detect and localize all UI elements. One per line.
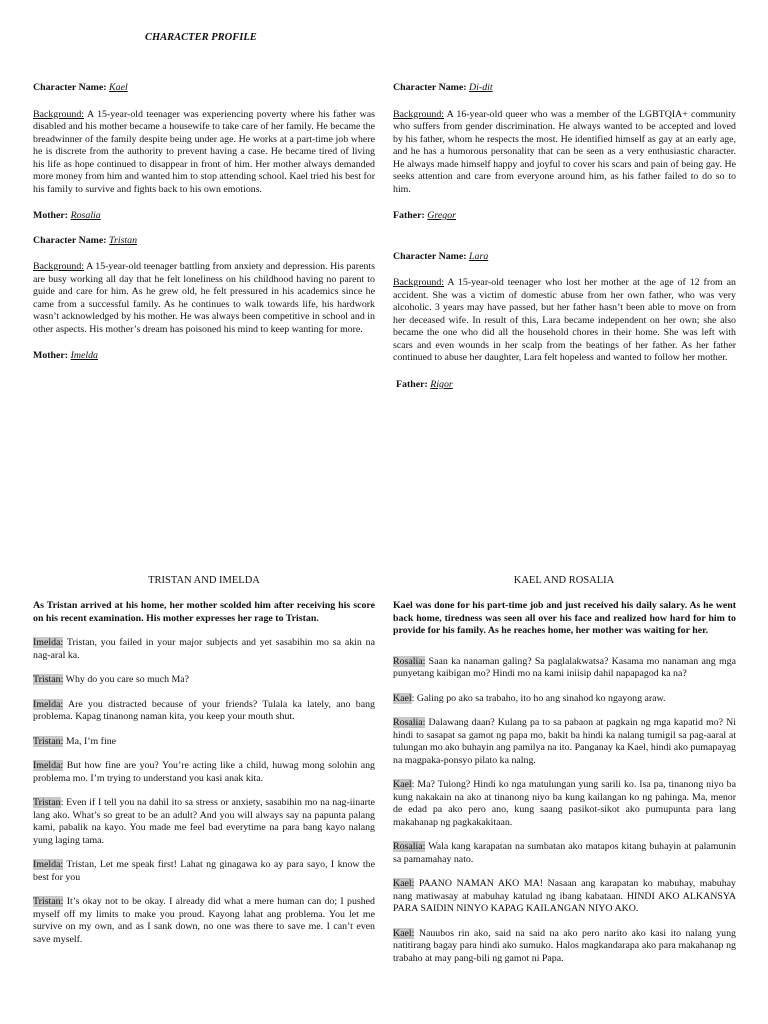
tristan-name: Tristan xyxy=(109,234,138,246)
kael-name: Kael xyxy=(109,82,128,93)
scene-intro: Kael was done for his part-time job and just received his daily salary. As he went back home, tiredness was seen all over his face and realized how hard for him to provide for his family. As he reaches home, her mother was waiting for her. xyxy=(393,600,736,636)
dialogue-left-column xyxy=(33,600,375,946)
speaker-label: Rosalia: xyxy=(393,841,426,852)
speaker-label: Tristan: xyxy=(33,896,64,907)
tristan-background xyxy=(33,261,375,336)
tristan-parent-line xyxy=(33,350,375,363)
lara-background xyxy=(393,277,736,365)
tristan-background-text: A 15-year-old teenager battling from anxiety and depression. His parents are busy working all day that he felt loneliness on his childhood having no parent to guide and care for him. As he grew old, he felt pressured in his academics since he came from a successful family. As he continues to walk towards life, his hardwork wasn’t acknowledged by his mother. He was always been competitive in school and in other aspects. His mother’s dream has poisoned his mind to keep wanting for more. xyxy=(33,261,375,335)
dialogue-line xyxy=(33,896,375,946)
dialogue-line xyxy=(393,841,736,866)
dialogue-text: It’s okay not to be okay. I already did what a mere human can do; I pushed myself off my limits to make you proud. Kayong lahat ang problema. You let me survive on my own, and as I sank down, no one was there to save me. I can’t even save myself. xyxy=(33,896,375,945)
lara-parent-line xyxy=(393,379,736,392)
dialogue-line xyxy=(33,637,375,662)
char-name-label: Character Name: xyxy=(33,82,107,93)
speaker-label: Rosalia: xyxy=(393,717,426,728)
tristan-mother: Imelda xyxy=(70,350,98,361)
didit-father: Gregor xyxy=(427,210,456,221)
dialogue-text: Ma, I’m fine xyxy=(63,735,117,747)
speaker-label: Kael xyxy=(393,779,412,790)
dialogue-text: : Ma? Tulong? Hindi ko nga matulungan yung sarili ko. Isa pa, tinanong niyo ba kung nakakain na ako at tinanong niyo ba kung kailangan ko ng pahinga. Ma, menor de edad pa ako pero ano, kung saang pasikot-sikot ako pumupunta para lang makahanap ng pagkakakitaan. xyxy=(393,779,736,828)
speaker-label: Imelda: xyxy=(33,760,64,771)
didit-background-text: A 16-year-old queer who was a member of the LGBTQIA+ community who suffers from gender discrimination. He always wanted to be accepted and loved by his father, whom he respects the most. He identified himself as gay at an early age, and he has a humorous personality that can be seen as a very enthusiastic character. He always made himself happy and joyful to cover his scars and pain of being gay. He seeks attention and care from everyone around him, as his father failed to do so to him. xyxy=(393,108,736,195)
kael-parent-line xyxy=(33,210,375,223)
dialogue-text: PAANO NAMAN AKO MA! Nasaan ang karapatan ko mabuhay, mabuhay nang matiwasay at mabuhay katulad ng ibang kabataan. HINDI AKO ALKANSYA PARA SAIDIN NINYO KAPAG KAILANGAN NIYO AKO. xyxy=(393,878,736,914)
speaker-label: Imelda: xyxy=(33,698,64,710)
speaker-label: Tristan xyxy=(33,797,61,808)
dialogue-line xyxy=(33,699,375,724)
profiles-right-column xyxy=(393,82,736,391)
dialogue-right-column xyxy=(393,600,736,965)
background-label: Background: xyxy=(33,261,85,272)
speaker-label: Kael xyxy=(393,692,412,704)
dialogue-text: Nauubos rin ako, said na said na ako pero narito ako kasi ito nalang yung natitirang bagay para hindi ako sumuko. Halos magkandarapa ako para makahanap ng trabaho at may pang-bili ng gamot ni Papa. xyxy=(393,927,736,964)
dialogue-text: : Even if I tell you na dahil ito sa stress or anxiety, sasabihin mo na nag-iinarte lang ako. What’s so great to be an adult? And you will always say na papunta palang kami, pabalik na kayo. You made me feel bad everytime na para bang kayo nalang yung laging tama. xyxy=(33,797,375,846)
mother-label: Mother: xyxy=(33,210,69,221)
dialogue-line xyxy=(33,736,375,749)
dialogue-line xyxy=(393,656,736,681)
father-label: Father: xyxy=(396,378,428,390)
father-label: Father: xyxy=(393,210,425,221)
didit-parent-line xyxy=(393,210,736,223)
background-label: Background: xyxy=(393,108,445,120)
dialogue-line xyxy=(393,693,736,706)
speaker-label: Imelda: xyxy=(33,637,64,648)
dialogue-line xyxy=(33,797,375,847)
didit-name-line xyxy=(393,82,736,95)
speaker-label: Tristan: xyxy=(33,674,64,685)
dialogue-line xyxy=(393,928,736,966)
scene-intro: As Tristan arrived at his home, her mother scolded him after receiving his score on his recent examination. His mother expresses her rage to Tristan. xyxy=(33,600,375,624)
dialogue-line xyxy=(33,859,375,884)
speaker-label: Tristan: xyxy=(33,735,64,747)
char-name-label: Character Name: xyxy=(393,82,467,93)
profiles-left-column xyxy=(33,82,375,363)
dialogue-line xyxy=(393,878,736,916)
speaker-label: Kael: xyxy=(393,927,415,939)
dialogue-line xyxy=(33,760,375,785)
dialogue-line xyxy=(393,779,736,829)
char-name-label: Character Name: xyxy=(393,250,467,262)
kael-name-line xyxy=(33,82,375,95)
lara-father: Rigor xyxy=(430,378,453,390)
page-title: CHARACTER PROFILE xyxy=(145,32,257,43)
background-label: Background: xyxy=(33,108,85,120)
lara-name-line xyxy=(393,251,736,264)
dialogue-text: Tristan, Let me speak first! Lahat ng ginagawa ko ay para sayo, I know the best for you xyxy=(33,859,375,883)
dialogue-text: But how fine are you? You’re acting like a child, huwag mong solohin ang problema mo. I’m trying to understand you kasi anak kita. xyxy=(33,760,375,784)
speaker-label: Imelda: xyxy=(33,859,64,870)
dialogue-text: Saan ka nanaman galing? Sa paglalakwatsa? Kasama mo nanaman ang mga punyetang kaibigan mo? Hindi mo na kami iniisip dahil napapagod ka na? xyxy=(393,655,736,679)
kael-mother: Rosalia xyxy=(70,210,101,221)
char-name-label: Character Name: xyxy=(33,234,107,246)
speaker-label: Kael: xyxy=(393,878,415,889)
dialogue-text: Tristan, you failed in your major subjects and yet sasabihin mo sa akin na nag-aral ka. xyxy=(33,637,375,661)
tristan-name-line xyxy=(33,235,375,248)
lara-background-text: A 15-year-old teenager who lost her mother at the age of 12 from an accident. She was a victim of domestic abuse from her own father, who was very alcoholic. 3 years may have passed, but her father hasn’t been able to move on from her deceased wife. In result of this, Lara became independent on her own; she also became the one who did all the household chores in their home. She was left with scars and even wounds in her scalp from the beatings of her father. As her father continued to abuse her daughter, Lara felt hopeless and wanted to follow her mother. xyxy=(393,277,736,363)
scene-title-tristan-imelda: TRISTAN AND IMELDA xyxy=(148,575,260,586)
mother-label: Mother: xyxy=(33,350,69,361)
scene-title-kael-rosalia: KAEL AND ROSALIA xyxy=(513,575,615,586)
dialogue-text: Why do you care so much Ma? xyxy=(63,674,190,685)
kael-background xyxy=(33,109,375,197)
kael-background-text: A 15-year-old teenager was experiencing poverty where his father was disabled and his mother became a housewife to take care of her family. He became the breadwinner of the family despite being under age. He works at a part-time job where he is discrete from the authority to prevent having a case. He became tired of living his life as hope continued to disappear in front of him. Her mother always demanded more money from him and wanted him to stop attending school. Kael tried his best for his family to survive and fights back to his own emotions. xyxy=(33,108,375,195)
dialogue-text: Are you distracted because of your friends? Tulala ka lately, ano bang problema. Kapag tinanong naman kita, you keep your mouth shut. xyxy=(33,698,375,722)
dialogue-text: Wala kang karapatan na sumbatan ako matapos kitang buhayin at palamunin sa pamamahay nato. xyxy=(393,841,736,865)
speaker-label: Rosalia: xyxy=(393,655,426,667)
lara-name: Lara xyxy=(469,250,489,262)
dialogue-line xyxy=(393,717,736,767)
didit-background xyxy=(393,109,736,197)
background-label: Background: xyxy=(393,277,445,288)
dialogue-text: Dalawang daan? Kulang pa to sa pabaon at pagkain ng mga kapatid mo? Ni hindi to sasapat sa gamot ng papa mo, bakit ba hindi ka nalang tumigil sa pag-aaral at tulungan mo ako buhayin ang pamilya na ito. Panganay ka Kael, hindi ako pumapayag na magpaka-ponsyo pilato ka nalng. xyxy=(393,717,736,766)
dialogue-text: : Galing po ako sa trabaho, ito ho ang sinahod ko ngayong araw. xyxy=(411,692,666,704)
didit-name: Di-dit xyxy=(469,82,493,93)
dialogue-line xyxy=(33,674,375,687)
